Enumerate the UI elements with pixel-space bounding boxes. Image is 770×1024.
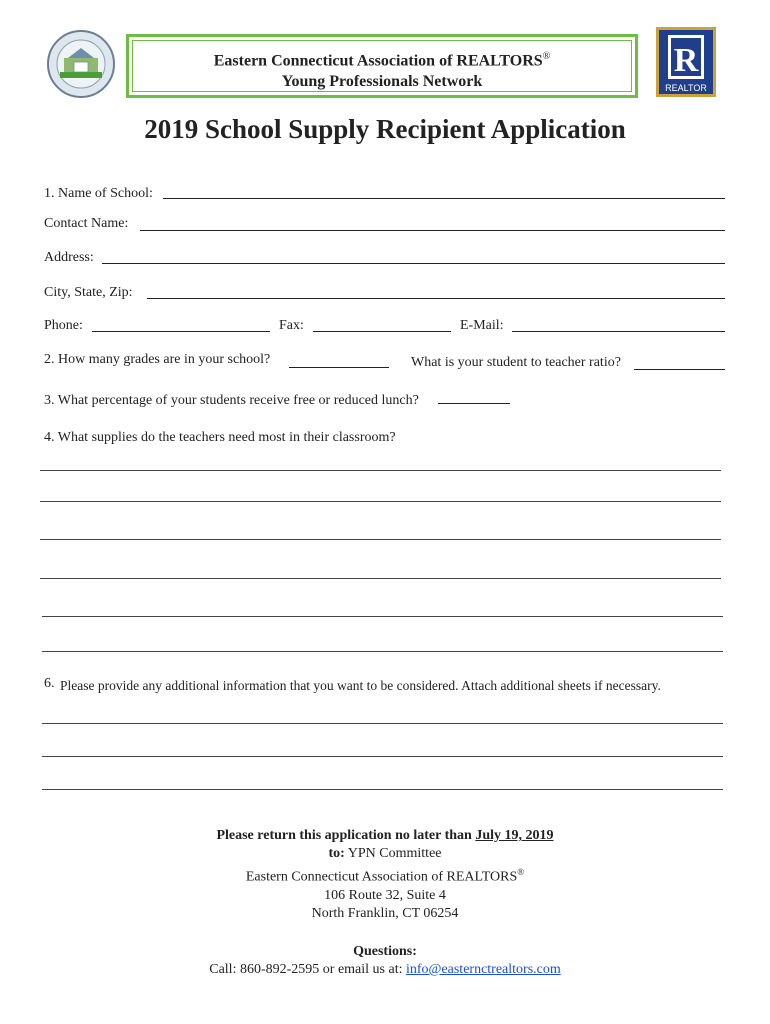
- questions-heading: Questions:: [353, 944, 417, 959]
- supplies-answer-line[interactable]: [42, 651, 723, 652]
- city-state-zip-field[interactable]: [147, 298, 725, 299]
- email-link[interactable]: info@easternctrealtors.com: [405, 962, 561, 977]
- mailing-org: Eastern Connecticut Association of REALTORS: [245, 869, 518, 885]
- lunch-question: 3. What percentage of your students receive free or reduced lunch?: [44, 393, 419, 408]
- realtor-logo-letter: R: [673, 42, 699, 79]
- org-name-line: [129, 46, 635, 71]
- address-label: Address:: [44, 250, 94, 265]
- contact-info: [0, 943, 770, 979]
- ratio-question: What is your student to teacher ratio?: [411, 355, 621, 370]
- fax-field[interactable]: [313, 331, 451, 332]
- mailing-city: North Franklin, CT 06254: [311, 905, 459, 921]
- phone-label: Phone:: [44, 318, 83, 333]
- grades-field[interactable]: [289, 367, 389, 368]
- additional-info-line[interactable]: [42, 789, 723, 790]
- question-6-number: 6.: [44, 676, 55, 691]
- supplies-answer-line[interactable]: [40, 470, 721, 471]
- school-name-label: 1. Name of School:: [44, 186, 153, 201]
- return-prefix: Please return this application no later than: [216, 828, 472, 843]
- email-field[interactable]: [512, 331, 725, 332]
- header-title-box: [126, 34, 638, 98]
- additional-info-line[interactable]: [42, 723, 723, 724]
- supplies-question: 4. What supplies do the teachers need most in their classroom?: [44, 430, 396, 445]
- supplies-answer-line[interactable]: [40, 501, 721, 502]
- realtor-logo-text: REALTOR: [665, 83, 707, 93]
- realtor-logo: [656, 27, 716, 97]
- return-deadline: July 19, 2019: [475, 828, 554, 843]
- supplies-answer-line[interactable]: [42, 616, 723, 617]
- city-state-zip-label: City, State, Zip:: [44, 285, 133, 300]
- address-field[interactable]: [102, 263, 725, 264]
- registered-mark: ®: [542, 51, 551, 62]
- network-name: Young Professionals Network: [281, 73, 483, 91]
- call-text: Call: 860-892-2595 or email us at:: [209, 962, 403, 977]
- school-name-field[interactable]: [163, 198, 725, 199]
- to-label: to:: [328, 846, 345, 861]
- supplies-answer-line[interactable]: [40, 578, 721, 579]
- to-recipient: YPN Committee: [347, 846, 442, 861]
- return-instructions: [0, 827, 770, 923]
- lunch-field[interactable]: [438, 403, 510, 404]
- additional-info-question: Please provide any additional information that you want to be considered. Attach additional sheets if necessary.: [60, 678, 661, 693]
- org-name: Eastern Connecticut Association of REALTORS: [213, 52, 543, 70]
- ratio-field[interactable]: [634, 369, 725, 370]
- contact-name-field[interactable]: [140, 230, 725, 231]
- grades-question: 2. How many grades are in your school?: [44, 352, 271, 367]
- ecar-seal-logo: [46, 28, 116, 100]
- mailing-street: 106 Route 32, Suite 4: [324, 887, 446, 903]
- additional-info-line[interactable]: [42, 756, 723, 757]
- phone-field[interactable]: [92, 331, 270, 332]
- fax-label: Fax:: [279, 318, 304, 333]
- mailing-reg-mark: ®: [517, 867, 525, 877]
- contact-name-label: Contact Name:: [44, 216, 129, 231]
- email-label: E-Mail:: [460, 318, 504, 333]
- page-title: 2019 School Supply Recipient Application: [144, 114, 626, 144]
- supplies-answer-line[interactable]: [40, 539, 721, 540]
